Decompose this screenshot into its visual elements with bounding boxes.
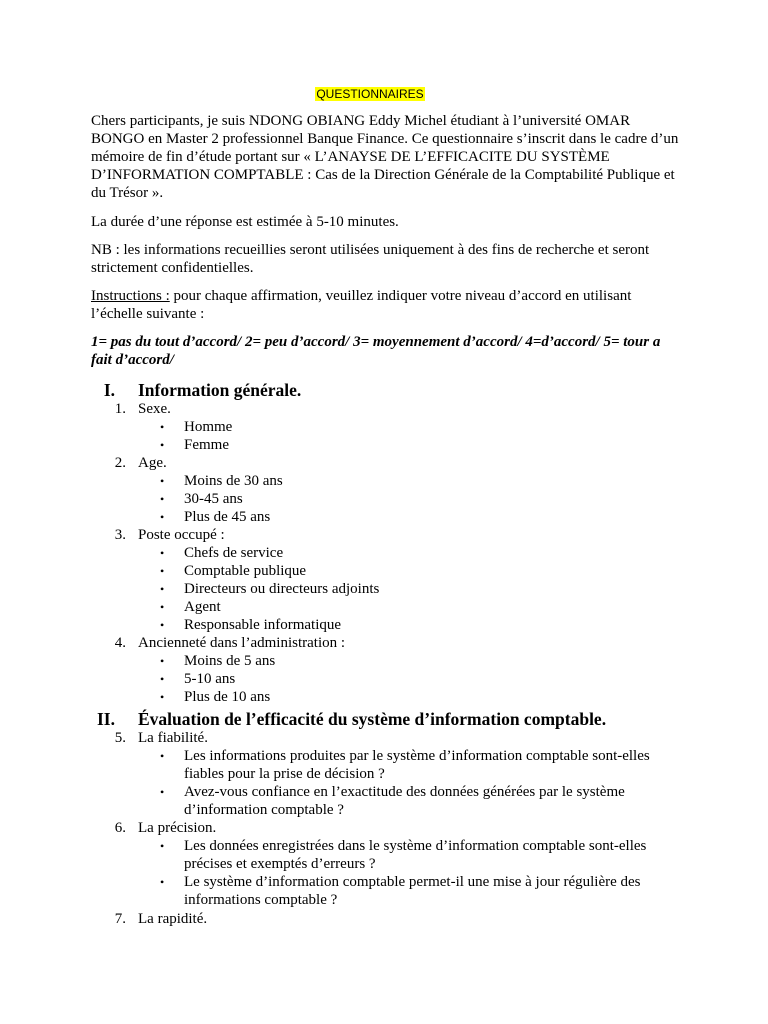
option-text: Comptable publique [184,563,307,579]
option-item [160,562,684,580]
option-text: Homme [184,419,233,435]
question-number: 1. [114,401,126,417]
bullet-icon: • [160,564,165,578]
bullet-icon: • [160,839,165,853]
question-label: La précision. [138,820,217,836]
bullet-icon: • [160,474,165,488]
bullet-icon: • [160,492,165,506]
option-text: Responsable informatique [184,617,342,633]
bullet-icon: • [160,510,165,524]
option-text: Moins de 30 ans [184,473,283,489]
option-text: Moins de 5 ans [184,653,276,669]
intro-paragraph: Chers participants, je suis NDONG OBIANG Eddy Michel étudiant à l’université OMAR BONGO en Master 2 professionnel Banque Finance. Ce questionnaire s’inscrit dans le cadre d’un mémoire de fin d’étude portant sur « L’ANAYSE DE L’EFFICACITE DU SYSTÈME D’INFORMATION COMPTABLE : Cas de la Direction Générale de la Comptabilité Publique et du Trésor ». [91,113,679,201]
option-item [160,544,684,562]
option-text: Directeurs ou directeurs adjoints [184,581,380,597]
section-number: II. [97,709,115,729]
option-text: Agent [184,599,221,615]
option-item [160,688,684,706]
option-text: Plus de 10 ans [184,689,271,705]
option-text: Plus de 45 ans [184,509,271,525]
question-number: 4. [114,635,126,651]
instructions-text: pour chaque affirmation, veuillez indiquer votre niveau d’accord en utilisant l’échelle suivante : [91,288,632,322]
option-item [160,418,684,436]
bullet-icon: • [160,420,165,434]
question-number: 3. [114,527,126,543]
nb-paragraph: NB : les informations recueillies seront utilisées uniquement à des fins de recherche et seront strictement confidentielles. [91,242,650,276]
option-text: 30-45 ans [184,491,243,507]
option-item [160,508,684,526]
option-item [160,837,684,873]
bullet-icon: • [160,438,165,452]
question-label: La rapidité. [138,911,208,927]
option-text: Les données enregistrées dans le système d’information comptable sont-elles précises et exemptés d’erreurs ? [184,838,647,872]
option-text: Femme [184,437,229,453]
option-item [160,580,684,598]
duration-paragraph: La durée d’une réponse est estimée à 5-10 minutes. [91,214,399,230]
option-text: Chefs de service [184,545,284,561]
option-item [160,490,684,508]
option-text: Avez-vous confiance en l’exactitude des données générées par le système d’information comptable ? [184,784,625,818]
question-label: Age. [138,455,167,471]
bullet-icon: • [160,654,165,668]
option-text: Les informations produites par le système d’information comptable sont-elles fiables pour la prise de décision ? [184,748,650,782]
option-item [160,873,684,909]
option-item [160,472,684,490]
option-item [160,436,684,454]
scale-paragraph: 1= pas du tout d’accord/ 2= peu d’accord/ 3= moyennement d’accord/ 4=d’accord/ 5= tour a fait d’accord/ [91,334,661,368]
option-item [160,747,684,783]
question-number: 7. [114,911,126,927]
bullet-icon: • [160,785,165,799]
option-text: Le système d’information comptable permet-il une mise à jour régulière des informations comptable ? [184,874,641,908]
option-item [160,670,684,688]
question-number: 5. [114,730,126,746]
instructions-paragraph [91,287,681,323]
question-label: Sexe. [138,401,171,417]
bullet-icon: • [160,546,165,560]
question-label: Ancienneté dans l’administration : [138,635,346,651]
section-number: I. [103,380,115,400]
bullet-icon: • [160,875,165,889]
bullet-icon: • [160,690,165,704]
section-title: Évaluation de l’efficacité du système d’information comptable. [138,709,607,729]
question-label: Poste occupé : [138,527,225,543]
section-title: Information générale. [138,380,302,400]
option-item [160,783,684,819]
question-number: 6. [114,820,126,836]
question-number: 2. [114,455,126,471]
option-text: 5-10 ans [184,671,236,687]
question-label: La fiabilité. [138,730,208,746]
instructions-label: Instructions : [91,288,170,304]
title-highlight: QUESTIONNAIRES [316,87,424,101]
bullet-icon: • [160,672,165,686]
bullet-icon: • [160,600,165,614]
document-title [0,86,740,102]
bullet-icon: • [160,618,165,632]
bullet-icon: • [160,749,165,763]
option-item [160,598,684,616]
option-item [160,616,684,634]
option-item [160,652,684,670]
bullet-icon: • [160,582,165,596]
